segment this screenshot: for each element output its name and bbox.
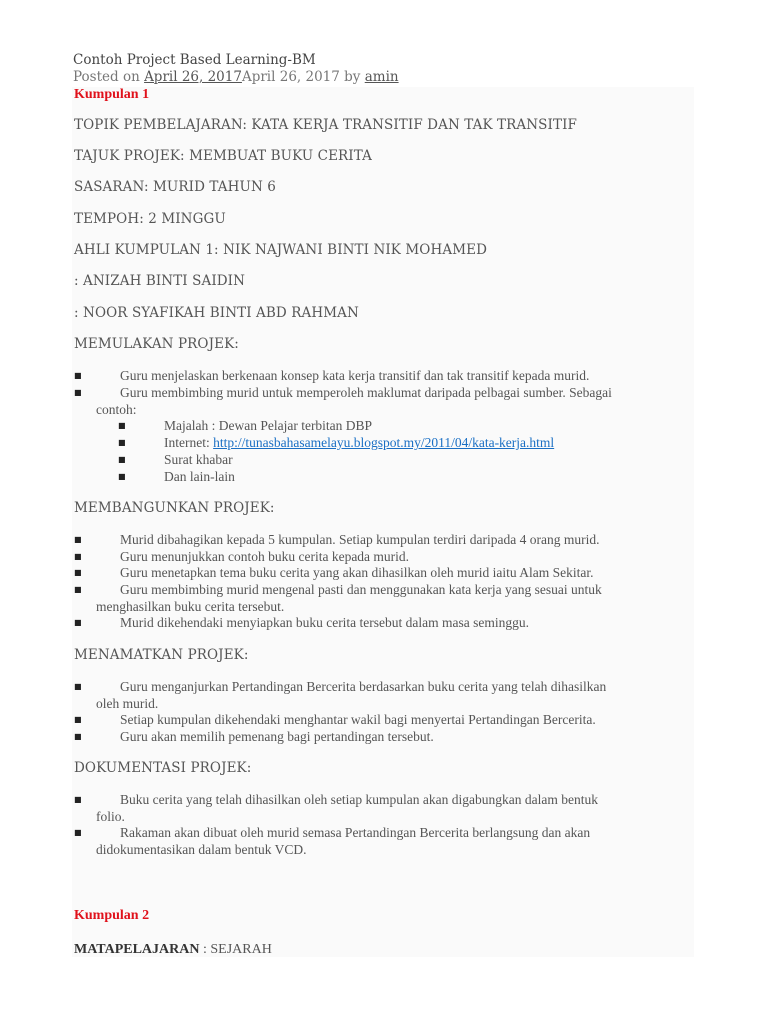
- list-item-text-cont: contoh:: [96, 401, 137, 417]
- field-sasaran: SASARAN: MURID TAHUN 6: [74, 179, 276, 195]
- group1-heading: Kumpulan 1: [74, 87, 150, 102]
- list-item: [74, 549, 694, 566]
- bullet-icon: ■: [74, 568, 82, 577]
- field-ahli-2: : ANIZAH BINTI SAIDIN: [74, 273, 246, 289]
- post-content: [72, 87, 694, 957]
- posted-on-label: Posted on: [73, 69, 140, 85]
- list-item-text: Guru menunjukkan contoh buku cerita kepada murid.: [120, 549, 410, 564]
- sub-list-item: [118, 469, 235, 486]
- list-item-text-cont: didokumentasikan dalam bentuk VCD.: [96, 841, 307, 857]
- bullet-icon: ■: [74, 715, 82, 724]
- list-item-text: Guru menetapkan tema buku cerita yang akan dihasilkan oleh murid iaitu Alam Sekitar.: [120, 565, 594, 580]
- sub-list-item: [118, 418, 372, 435]
- list-item-text: Setiap kumpulan dikehendaki menghantar wakil bagi menyertai Pertandingan Bercerita.: [120, 712, 596, 727]
- list-item: [74, 825, 694, 858]
- list-item: [74, 712, 694, 729]
- post-title: Contoh Project Based Learning-BM: [73, 52, 316, 68]
- bullet-icon: ■: [118, 455, 126, 464]
- bullet-icon: ■: [74, 732, 82, 741]
- bullet-icon: ■: [74, 585, 82, 594]
- list-item: [74, 729, 694, 746]
- bullet-icon: ■: [74, 682, 82, 691]
- list-item: [74, 679, 694, 712]
- sub-list-item-text: Majalah : Dewan Pelajar terbitan DBP: [164, 418, 373, 433]
- list-item-text: Guru menganjurkan Pertandingan Bercerita berdasarkan buku cerita yang telah dihasilkan: [120, 679, 607, 694]
- author-link[interactable]: amin: [364, 69, 399, 85]
- list-item-text: Guru menjelaskan berkenaan konsep kata kerja transitif dan tak transitif kepada murid.: [120, 368, 590, 383]
- list-item: [74, 368, 694, 385]
- post-date-plain: April 26, 2017: [241, 69, 340, 85]
- bullet-icon: ■: [74, 618, 82, 627]
- bullet-icon: ■: [74, 388, 82, 397]
- list-item-text: Murid dibahagikan kepada 5 kumpulan. Setiap kumpulan terdiri daripada 4 orang murid.: [120, 532, 600, 547]
- matapelajaran-line: [74, 942, 272, 958]
- bullet-icon: ■: [74, 828, 82, 837]
- list-item: [74, 615, 694, 632]
- list-item-text-cont: menghasilkan buku cerita tersebut.: [96, 598, 285, 614]
- matapelajaran-value: : SEJARAH: [199, 942, 272, 957]
- list-item-text: Guru membimbing murid mengenal pasti dan menggunakan kata kerja yang sesuai untuk: [120, 582, 602, 597]
- by-label: by: [344, 69, 361, 85]
- sub-list-item-text: Dan lain-lain: [164, 469, 235, 484]
- section-dokumentasi-heading: DOKUMENTASI PROJEK:: [74, 760, 252, 776]
- group2-heading: Kumpulan 2: [74, 908, 150, 923]
- matapelajaran-label: MATAPELAJARAN: [74, 942, 200, 957]
- bullet-icon: ■: [74, 371, 82, 380]
- post-date-link[interactable]: April 26, 2017: [144, 69, 242, 85]
- bullet-icon: ■: [74, 535, 82, 544]
- bullet-icon: ■: [118, 438, 126, 447]
- list-item: [74, 582, 694, 615]
- list-item-text-cont: oleh murid.: [96, 695, 159, 711]
- sub-list-item: [118, 435, 554, 452]
- list-item-text: Murid dikehendaki menyiapkan buku cerita tersebut dalam masa seminggu.: [120, 615, 530, 630]
- sub-list-item-text: Surat khabar: [164, 452, 233, 467]
- list-item-text-cont: folio.: [96, 808, 125, 824]
- list-item: [74, 532, 694, 549]
- list-item: [74, 385, 694, 418]
- section-membangunkan-heading: MEMBANGUNKAN PROJEK:: [74, 500, 275, 516]
- sub-list-item-text: Internet:: [164, 435, 214, 450]
- list-item-text: Guru membimbing murid untuk memperoleh maklumat daripada pelbagai sumber. Sebagai: [120, 385, 612, 400]
- section-memulakan-heading: MEMULAKAN PROJEK:: [74, 336, 239, 352]
- list-item-text: Rakaman akan dibuat oleh murid semasa Pertandingan Bercerita berlangsung dan akan: [120, 825, 591, 840]
- field-tempoh: TEMPOH: 2 MINGGU: [74, 211, 226, 227]
- list-item-text: Guru akan memilih pemenang bagi pertandingan tersebut.: [120, 729, 434, 744]
- field-ahli: AHLI KUMPULAN 1: NIK NAJWANI BINTI NIK MOHAMED: [74, 242, 488, 258]
- list-item-text: Buku cerita yang telah dihasilkan oleh setiap kumpulan akan digabungkan dalam bentuk: [120, 792, 598, 807]
- bullet-icon: ■: [118, 472, 126, 481]
- internet-link[interactable]: http://tunasbahasamelayu.blogspot.my/2011/04/kata-kerja.html: [213, 435, 555, 450]
- sub-list-item: [118, 452, 233, 469]
- post-meta: [73, 69, 399, 85]
- field-tajuk: TAJUK PROJEK: MEMBUAT BUKU CERITA: [74, 148, 372, 164]
- bullet-icon: ■: [118, 421, 126, 430]
- list-item: [74, 565, 694, 582]
- field-ahli-3: : NOOR SYAFIKAH BINTI ABD RAHMAN: [74, 305, 359, 321]
- list-item: [74, 792, 694, 825]
- field-topik: TOPIK PEMBELAJARAN: KATA KERJA TRANSITIF DAN TAK TRANSITIF: [74, 117, 577, 133]
- section-menamatkan-heading: MENAMATKAN PROJEK:: [74, 647, 249, 663]
- bullet-icon: ■: [74, 795, 82, 804]
- bullet-icon: ■: [74, 552, 82, 561]
